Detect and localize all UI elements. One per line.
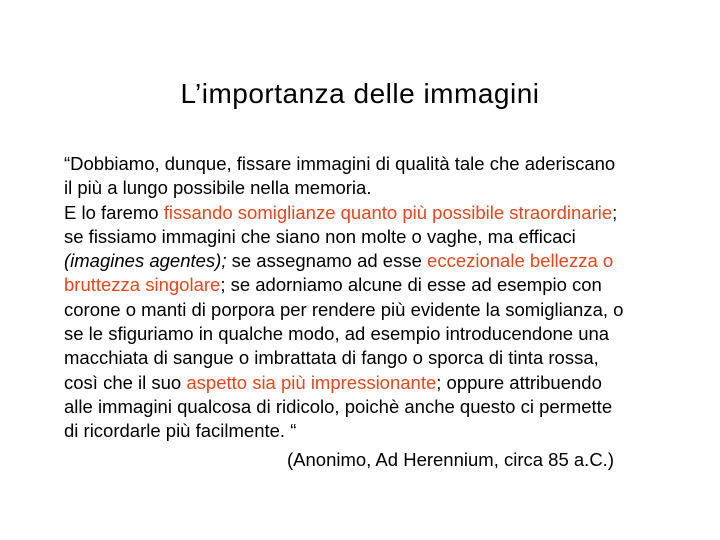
quote-line <box>64 249 704 273</box>
highlighted-text: bruttezza singolare <box>64 274 221 296</box>
quote-text: ; <box>612 201 618 223</box>
quote-line: “Dobbiamo, dunque, fissare immagini di qualità tale che aderiscano <box>64 153 616 174</box>
quote-line <box>64 273 704 297</box>
quote-text: ; oppure attribuendo <box>436 371 602 393</box>
quote-line: se fissiamo immagini che siano non molte o vaghe, ma efficaci <box>64 225 576 247</box>
quote-line <box>64 201 704 225</box>
highlighted-text: fissando somiglianze quanto più possibile straordinarie <box>163 201 613 223</box>
quote-text: ; se adorniamo alcune di esse ad esempio con <box>220 274 602 296</box>
quote-line: se le sfiguriamo in qualche modo, ad esempio introducendone una <box>64 323 610 345</box>
highlighted-text: aspetto sia più impressionante <box>186 371 437 393</box>
attribution: (Anonimo, Ad Herennium, circa 85 a.C.) <box>287 449 614 470</box>
quote-line: di ricordarle più facilmente. “ <box>64 420 297 442</box>
quote-line: il più a lungo possibile nella memoria. <box>64 177 372 199</box>
quote-text: così che il suo <box>64 371 187 393</box>
highlighted-text: eccezionale bellezza o <box>427 250 614 272</box>
quote-body <box>64 152 704 444</box>
quote-line: macchiata di sangue o imbrattata di fango o sporca di tinta rossa, <box>64 347 599 369</box>
quote-line: alle immagini qualcosa di ridicolo, poichè anche questo ci permette <box>64 395 613 417</box>
quote-line <box>64 371 704 395</box>
quote-text: se assegnamo ad esse <box>226 250 428 272</box>
page-title: L’importanza delle immagini <box>180 78 540 109</box>
italic-text: (imagines agentes); <box>64 250 227 272</box>
quote-line: corone o manti di porpora per rendere più evidente la somiglianza, o <box>64 298 624 320</box>
quote-text: E lo faremo <box>64 201 164 223</box>
